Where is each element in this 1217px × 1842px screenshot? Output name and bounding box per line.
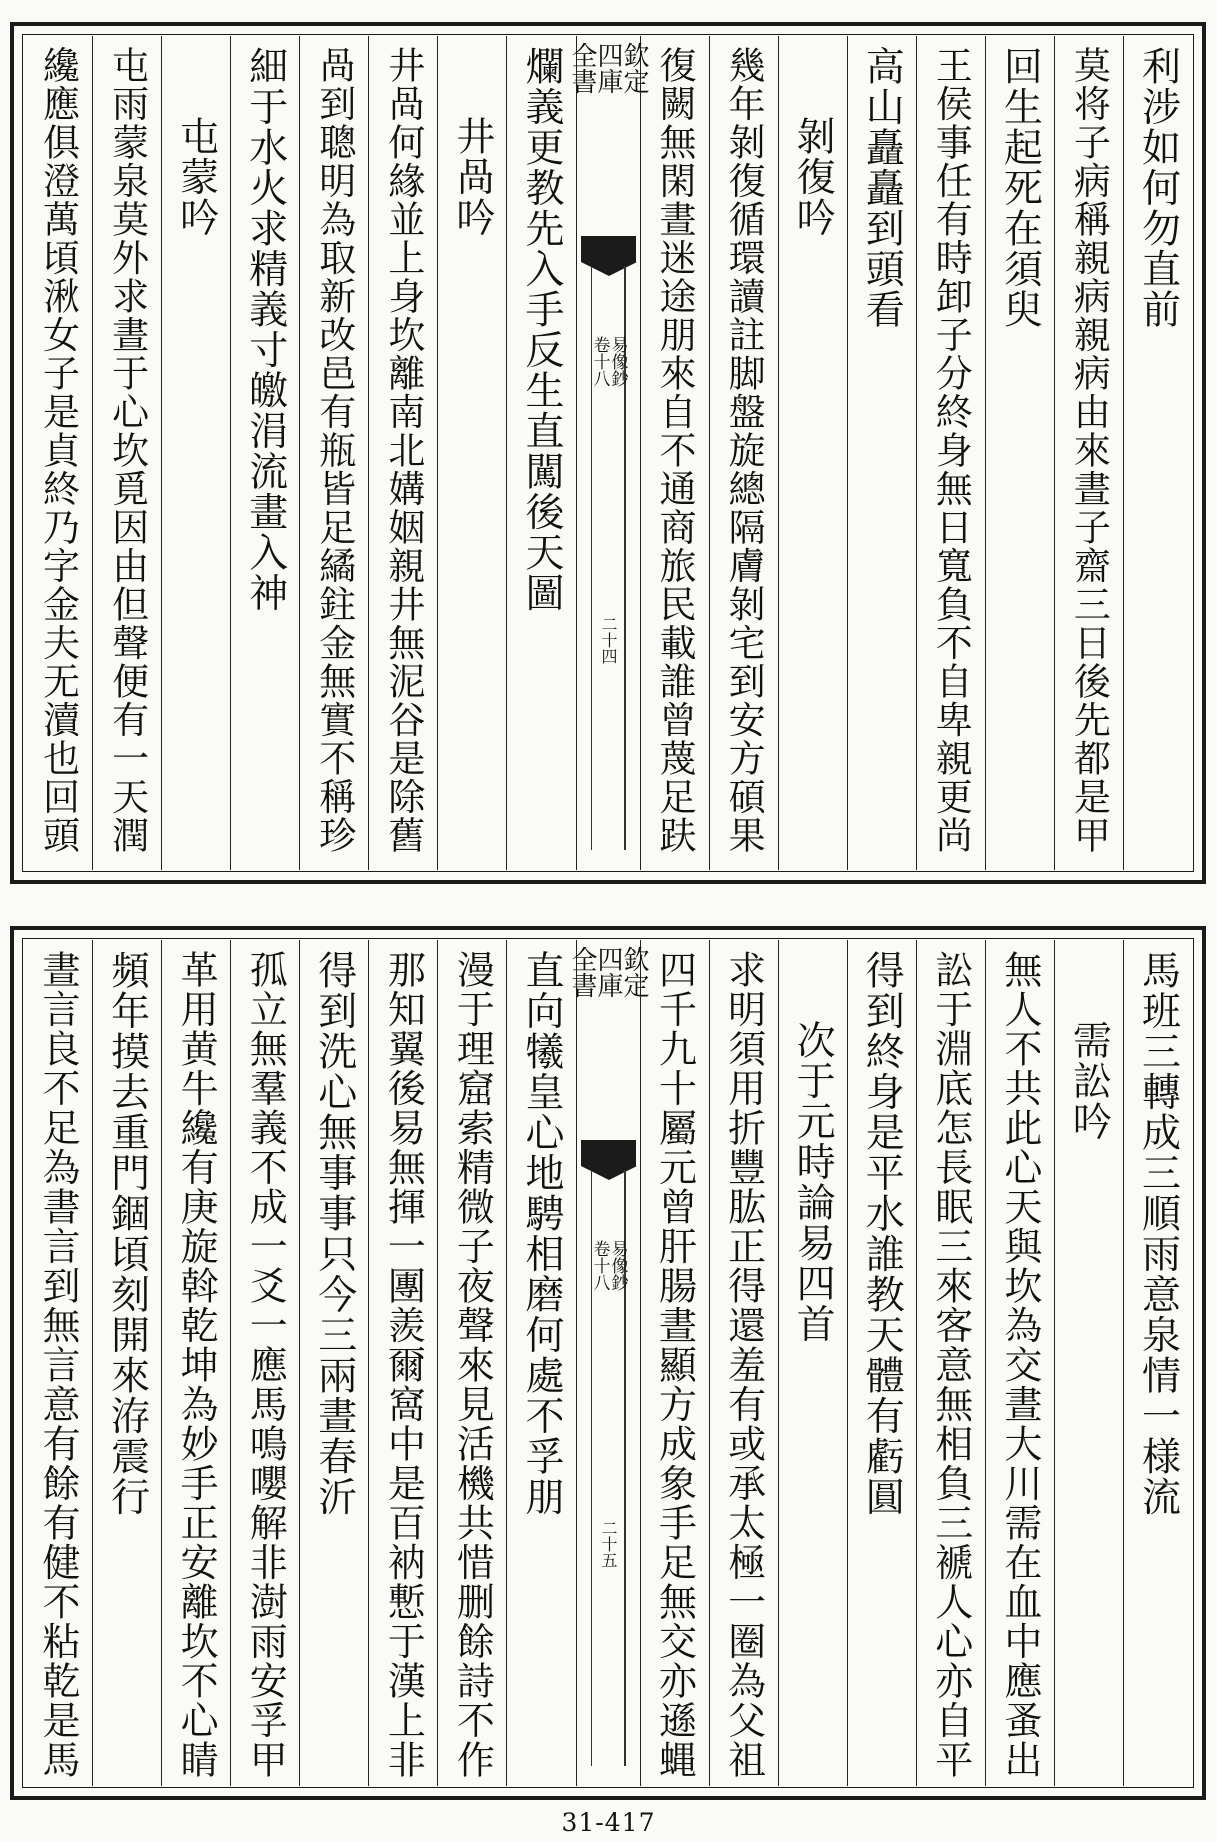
upper-page-frame [10, 22, 1206, 884]
column-text: 得到洗心無事事只今三兩晝春沂 [311, 950, 357, 1517]
column-text: 直向犧皇心地騁相磨何處不孚朋 [518, 950, 564, 1517]
column-text: 晝言良不足為書言到無言意有餘有健不粘乾是馬 [36, 950, 81, 1780]
poem-heading: 次于元時論易四首 [790, 1020, 836, 1344]
text-column [437, 940, 506, 1786]
text-column [92, 940, 161, 1786]
text-column [847, 940, 916, 1786]
column-text: 爛義更教先入手反生直闖後天圖 [518, 46, 564, 613]
text-column [506, 940, 575, 1786]
column-text: 孤立無羣義不成一爻一應馬鳴嚶解非澍雨安孚甲 [243, 950, 288, 1780]
upper-page-columns [24, 36, 1192, 870]
center-fold-column [567, 36, 649, 870]
text-column [778, 940, 847, 1786]
text-column [1123, 36, 1192, 870]
column-text: 高山矗矗到頭看 [859, 46, 905, 330]
fishtail-mark-icon [581, 1140, 636, 1166]
text-column [985, 940, 1054, 1786]
text-column [640, 36, 709, 870]
text-column [24, 940, 92, 1786]
text-column [161, 940, 230, 1786]
lower-page-frame [10, 926, 1206, 1800]
text-column [916, 36, 985, 870]
column-text: 四千九十屬元曾肝腸晝顯方成象手足無交亦遜蝿 [652, 950, 697, 1780]
column-text: 漫于理窟索精微子夜聲來見活機共惜删餘詩不作 [450, 950, 495, 1780]
column-text: 馬班三轉成三順雨意泉情一様流 [1135, 950, 1181, 1517]
book-title: 欽定 四庫 全書 [567, 946, 649, 998]
column-text: 求明須用折豐肱正得還羞有或承太極一圈為父祖 [721, 950, 766, 1780]
column-text: 王侯事任有時卸子分終身無日寬負不自卑親更尚 [929, 46, 973, 855]
text-column [709, 36, 778, 870]
text-column [161, 36, 230, 870]
text-column [985, 36, 1054, 870]
text-column [709, 940, 778, 1786]
column-text: 頻年摸去重門錮頃刻開來洊震行 [104, 950, 150, 1517]
column-text: 纔應俱澄萬頃湫女子是貞終乃字金夫无瀆也回頭 [36, 46, 80, 855]
column-text: 利涉如何勿直前 [1135, 46, 1181, 330]
column-text: 訟于淵底怎長眠三來客意無相負三褫人心亦自平 [928, 950, 973, 1780]
text-column [230, 940, 299, 1786]
column-text: 革用黄牛纔有庚旋斡乾坤為妙手正安離坎不心睛 [174, 950, 219, 1780]
column-text: 莫将子病稱親病親病由來晝子齋三日後先都是甲 [1067, 46, 1111, 855]
text-column [847, 36, 916, 870]
text-column [24, 36, 92, 870]
poem-heading: 井咼吟 [449, 116, 495, 238]
sheet-number: 31-417 [561, 1808, 656, 1837]
text-column [299, 36, 368, 870]
volume-title: 易像鈔 卷十八 [589, 1240, 628, 1291]
column-text: 回生起死在須臾 [997, 46, 1043, 330]
text-column [916, 940, 985, 1786]
poem-heading: 需訟吟 [1066, 1020, 1112, 1142]
column-text: 復闕無閑晝迷途朋來自不通商旅民載誰曾蔑足趺 [653, 46, 697, 855]
text-column [368, 36, 437, 870]
text-column [506, 36, 575, 870]
text-column [368, 940, 437, 1786]
page-number: 二十五 [599, 1520, 618, 1568]
text-column [437, 36, 506, 870]
column-text: 無人不共此心天與坎為交晝大川需在血中應蚤出 [997, 950, 1042, 1780]
fishtail-mark-icon [581, 236, 636, 262]
column-text: 幾年剝復循環讀註脚盤旋總隔膚剝宅到安方碩果 [722, 46, 766, 855]
column-text: 細于水火求精義寸皦涓流畫入神 [242, 46, 288, 613]
column-text: 屯雨蒙泉莫外求晝于心坎覓因由但聲便有一天潤 [105, 46, 149, 855]
poem-heading: 剝復吟 [790, 116, 836, 238]
text-column [1123, 940, 1192, 1786]
column-text: 井咼何緣並上身坎離南北媾姻親井無泥谷是除舊 [381, 46, 425, 855]
column-text: 得到終身是平水誰教天體有虧圓 [859, 950, 905, 1517]
text-column [1054, 940, 1123, 1786]
volume-title: 易像鈔 卷十八 [589, 336, 628, 387]
center-fold-column [567, 940, 649, 1786]
book-title: 欽定 四庫 全書 [567, 42, 649, 94]
poem-heading: 屯蒙吟 [173, 116, 219, 238]
text-column [1054, 36, 1123, 870]
lower-page-columns [24, 940, 1192, 1786]
text-column [230, 36, 299, 870]
text-column [778, 36, 847, 870]
text-column [299, 940, 368, 1786]
text-column [92, 36, 161, 870]
page-number: 二十四 [599, 616, 618, 664]
text-column [640, 940, 709, 1786]
column-text: 咼到聰明為取新改邑有瓶皆足繘鉒金無實不稱珍 [312, 46, 356, 855]
column-text: 那知翼後易無揮一團羨爾窩中是百衲慙于漢上非 [381, 950, 426, 1780]
